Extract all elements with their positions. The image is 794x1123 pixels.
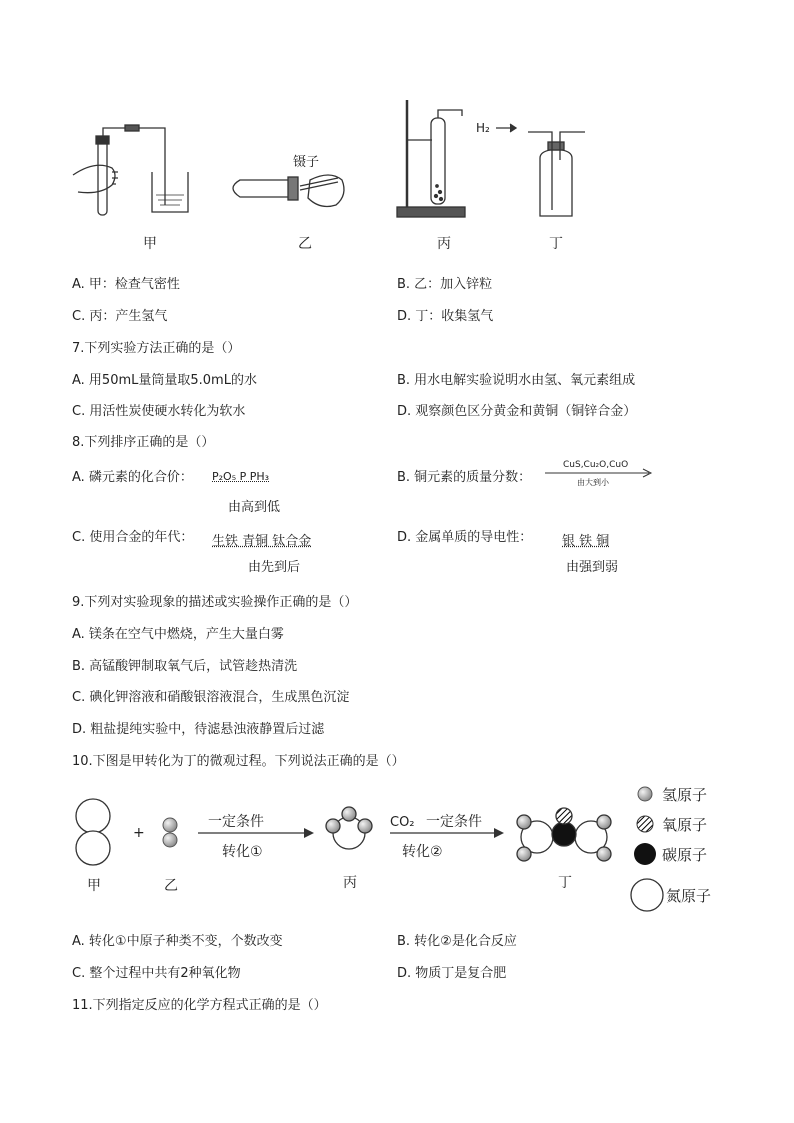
legend-nitrogen: 氮原子 xyxy=(666,887,712,905)
q8-option-c-direction: 由先到后 xyxy=(248,560,301,575)
label-yi-top: 乙 xyxy=(298,236,312,252)
q7-option-d: D. 观察颜色区分黄金和黄铜（铜锌合金） xyxy=(397,404,637,419)
legend-hydrogen: 氢原子 xyxy=(662,786,708,804)
molecule-yi xyxy=(163,818,177,847)
tweezers-label: 镊子 xyxy=(293,155,320,170)
arrow1-step: 转化① xyxy=(222,844,263,860)
q7-stem: 7.下列实验方法正确的是（） xyxy=(72,341,241,356)
q11-stem: 11.下列指定反应的化学方程式正确的是（） xyxy=(72,998,327,1013)
q8-option-d-direction: 由强到弱 xyxy=(566,560,619,575)
q9-option-b: B. 高锰酸钾制取氧气后，试管趁热清洗 xyxy=(72,659,298,674)
q6-option-b: B. 乙：加入锌粒 xyxy=(397,277,493,292)
arrow2-condition: 一定条件 xyxy=(426,814,482,830)
q10-micro-process-figure xyxy=(0,770,794,920)
q8-option-b-direction: 由大到小 xyxy=(577,478,609,487)
q6-option-c: C. 丙：产生氢气 xyxy=(72,309,168,324)
q8-option-c-label: C. 使用合金的年代： xyxy=(72,530,194,545)
apparatus-bing xyxy=(397,100,465,217)
arrow2-step: 转化② xyxy=(402,844,443,860)
q7-option-a: A. 用50mL量筒量取5.0mL的水 xyxy=(72,373,257,388)
fig-label-ding: 丁 xyxy=(558,875,572,891)
co2-label: CO₂ xyxy=(390,815,415,830)
q10-option-c: C. 整个过程中共有2种氧化物 xyxy=(72,966,241,981)
q9-stem: 9.下列对实验现象的描述或实验操作正确的是（） xyxy=(72,595,358,610)
q8-option-d-sequence: 银 铁 铜 xyxy=(562,534,610,549)
q8-stem: 8.下列排序正确的是（） xyxy=(72,435,215,450)
q9-option-a: A. 镁条在空气中燃烧，产生大量白雾 xyxy=(72,627,284,642)
q6-option-d: D. 丁：收集氢气 xyxy=(397,309,494,324)
legend xyxy=(631,786,711,911)
q8-option-a-direction: 由高到低 xyxy=(228,500,281,515)
fig-label-jia: 甲 xyxy=(87,878,101,894)
legend-oxygen: 氧原子 xyxy=(662,816,708,834)
h2-label: H₂ xyxy=(476,121,490,135)
arrow1-condition: 一定条件 xyxy=(208,814,264,830)
q7-option-b: B. 用水电解实验说明水由氢、氧元素组成 xyxy=(397,373,636,388)
q8-option-c-sequence: 生铁 青铜 钛合金 xyxy=(212,534,312,549)
apparatus-jia xyxy=(73,125,188,215)
q8-option-b-label: B. 铜元素的质量分数： xyxy=(397,470,532,485)
q10-option-b: B. 转化②是化合反应 xyxy=(397,934,517,949)
q6-option-a: A. 甲：检查气密性 xyxy=(72,277,180,292)
legend-carbon: 碳原子 xyxy=(662,846,708,864)
label-jia-top: 甲 xyxy=(143,236,157,252)
molecule-ding xyxy=(517,808,611,861)
q10-option-a: A. 转化①中原子种类不变，个数改变 xyxy=(72,934,283,949)
molecule-bing xyxy=(326,807,372,849)
plus-sign: + xyxy=(133,825,145,841)
fig-label-bing: 丙 xyxy=(343,875,357,891)
apparatus-ding xyxy=(496,124,585,216)
q9-option-c: C. 碘化钾溶液和硝酸银溶液混合，生成黑色沉淀 xyxy=(72,690,350,705)
apparatus-figure xyxy=(0,0,794,252)
q9-option-d: D. 粗盐提纯实验中，待滤悬浊液静置后过滤 xyxy=(72,722,325,737)
label-bing-top: 丙 xyxy=(437,236,451,252)
fig-label-yi: 乙 xyxy=(164,878,178,894)
q8-option-d-label: D. 金属单质的导电性： xyxy=(397,530,533,545)
q8-option-a-label: A. 磷元素的化合价： xyxy=(72,470,193,485)
molecule-jia xyxy=(76,799,110,865)
q8-option-a-sequence: P₂O₅ P PH₃ xyxy=(212,470,270,483)
label-ding-top: 丁 xyxy=(549,236,563,252)
q10-stem: 10.下图是甲转化为丁的微观过程。下列说法正确的是（） xyxy=(72,754,405,769)
q7-option-c: C. 用活性炭使硬水转化为软水 xyxy=(72,404,246,419)
q10-option-d: D. 物质丁是复合肥 xyxy=(397,966,507,981)
apparatus-yi xyxy=(233,175,344,206)
q8-option-b-sequence: CuS,Cu₂O,CuO xyxy=(563,460,629,470)
